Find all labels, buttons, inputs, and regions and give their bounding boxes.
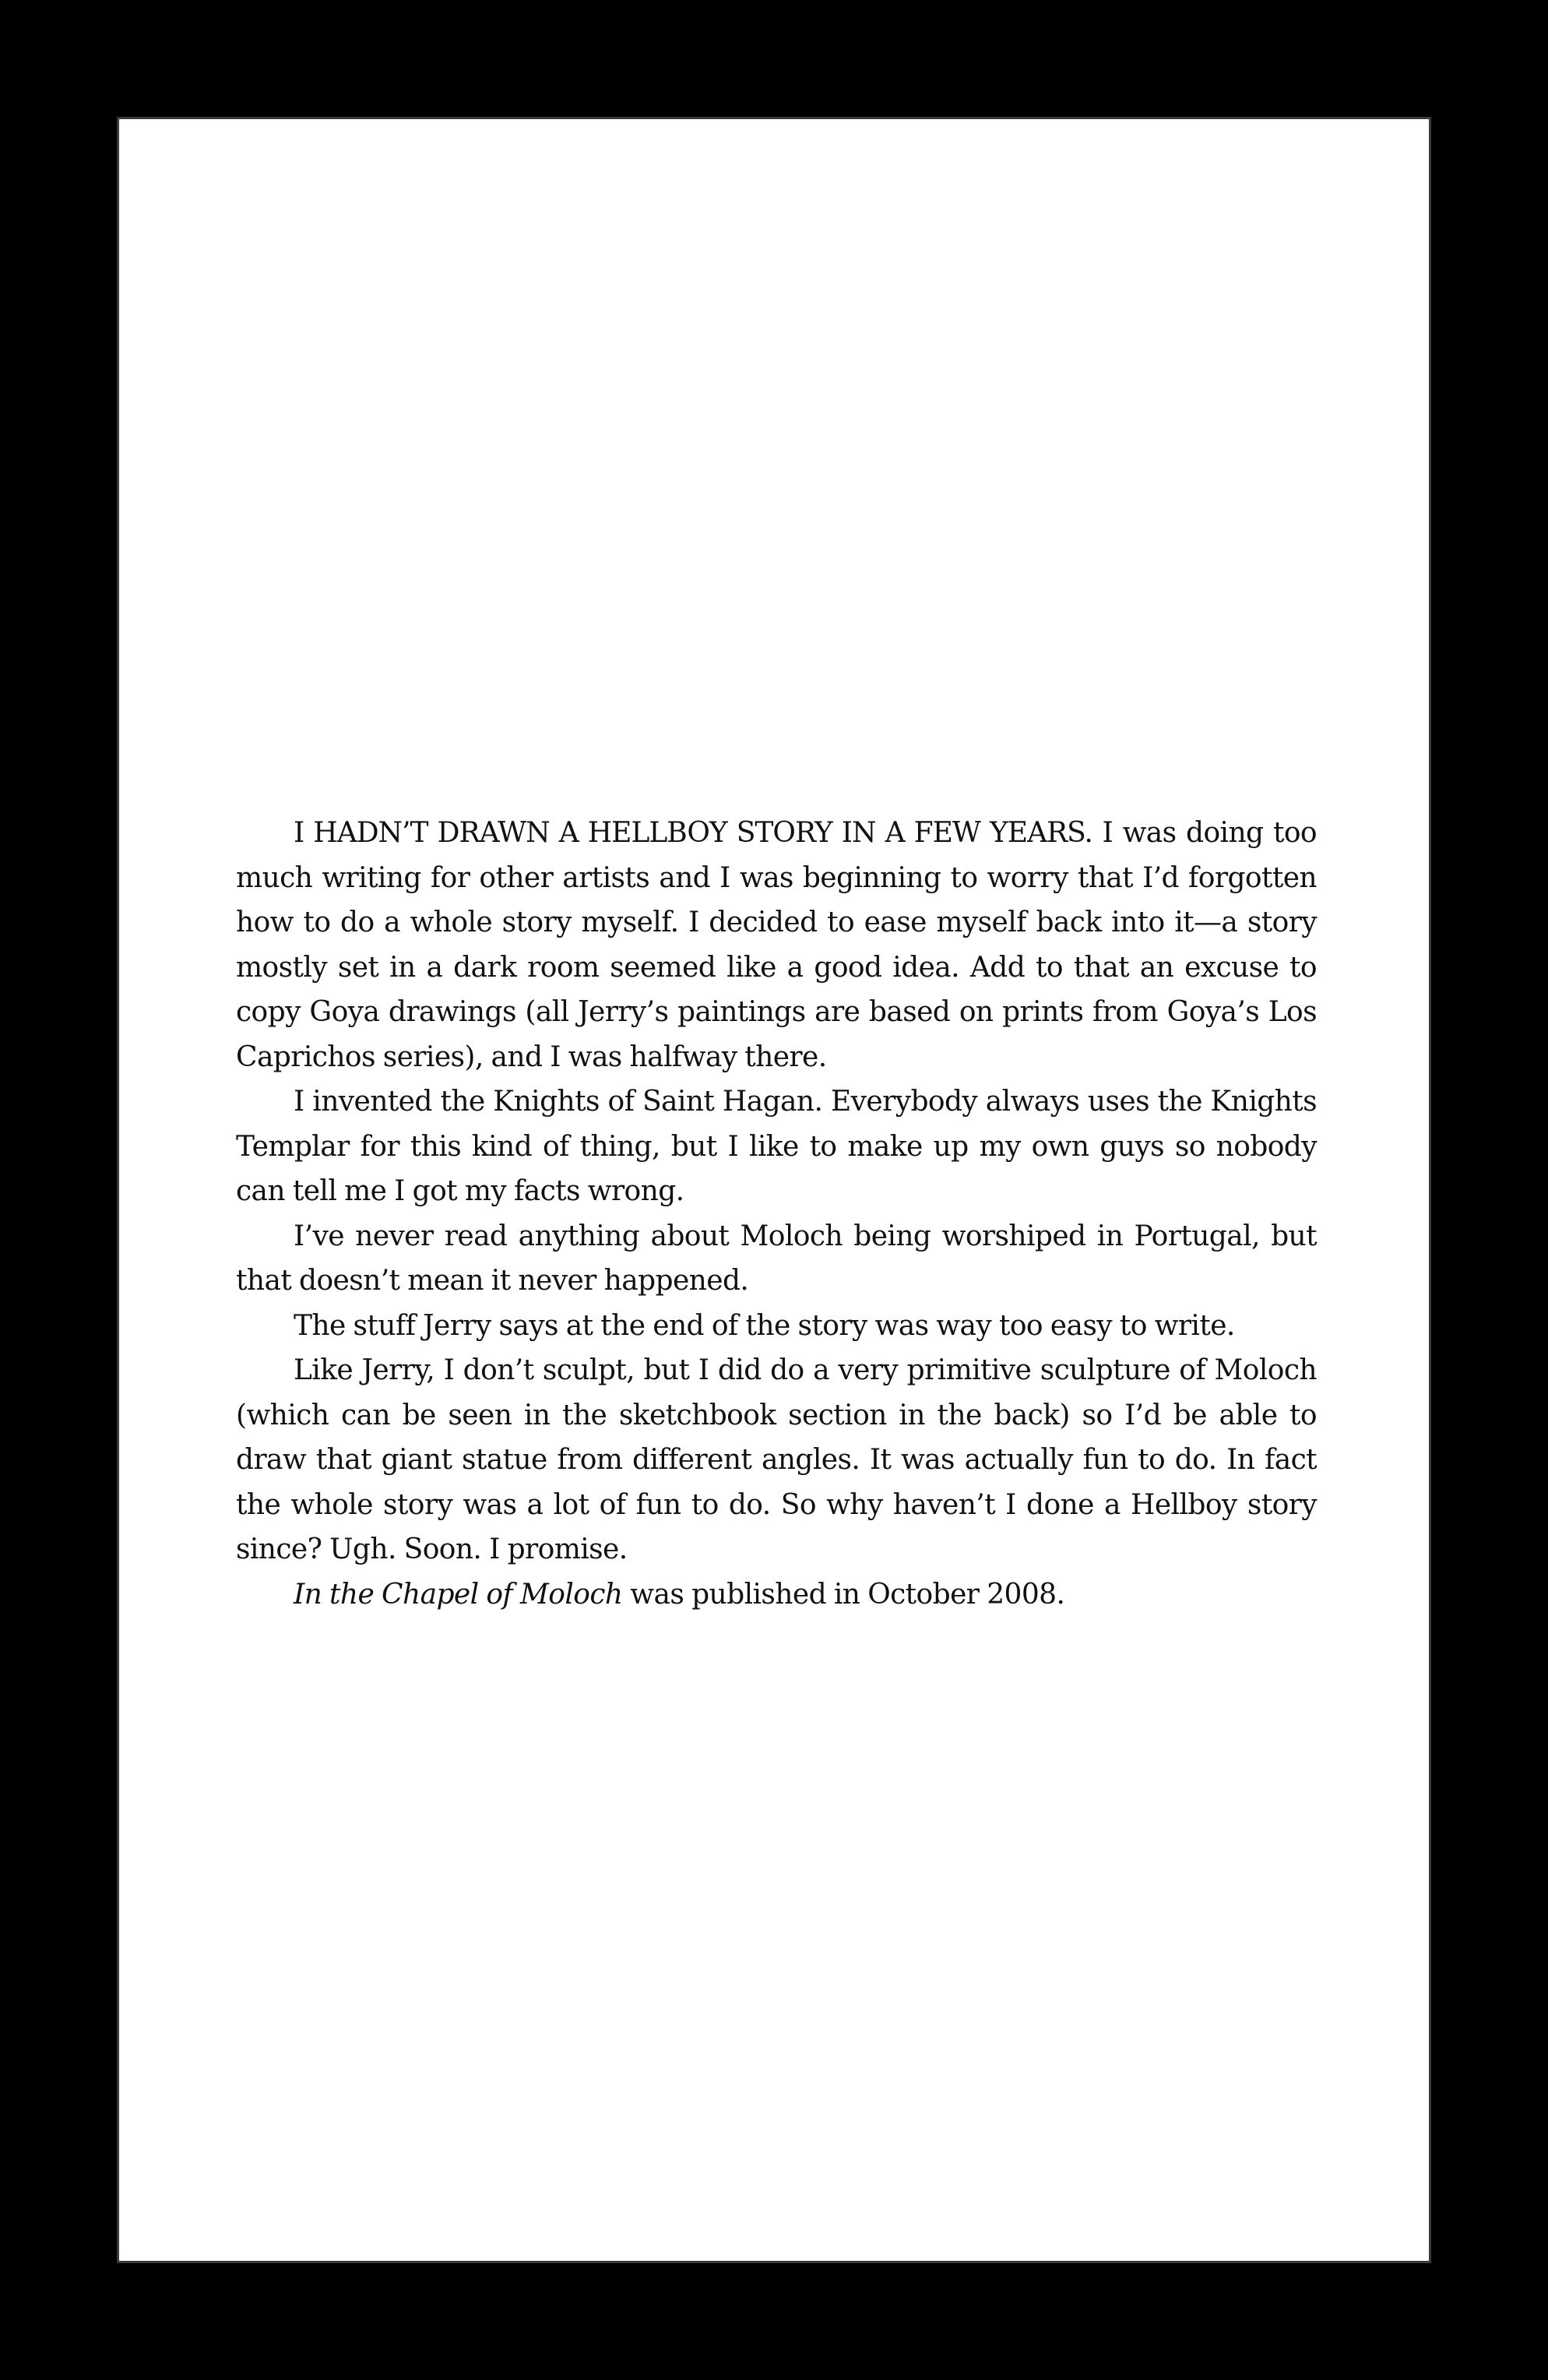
paragraph-1-lead: I HADN’T DRAWN A HELLBOY STORY IN A FEW YEARS. (294, 817, 1092, 849)
paragraph-2: I invented the Knights of Saint Hagan. Everybody always uses the Knights Templar for this kind of thing, but I like to make up my own guys so nobody can tell me I got my facts wrong. (236, 1086, 1317, 1207)
page-sheet (117, 117, 1431, 2263)
book-title: In the Chapel of Moloch (294, 1578, 623, 1611)
afterword-text (236, 811, 1317, 1617)
paragraph-3: I’ve never read anything about Moloch being worshiped in Portugal, but that doesn’t mean it never happened. (236, 1220, 1317, 1297)
paragraph-6 (236, 1572, 1317, 1618)
paragraph-6-rest: was published in October 2008. (622, 1578, 1065, 1611)
paragraph-1 (236, 811, 1317, 1079)
paragraph-4: The stuff Jerry says at the end of the story was way too easy to write. (294, 1309, 1235, 1342)
paragraph-1-body: I was doing too much writing for other artists and I was beginning to worry that I’d forgotten how to do a whole story myself. I decided to ease myself back into it—a story mostly set in a dark room seemed like a good idea. Add to that an excuse to copy Goya drawings (all Jerry’s paintings are based on prints from Goya’s Los Caprichos series), and I was halfway there. (236, 817, 1317, 1073)
paragraph-5: Like Jerry, I don’t sculpt, but I did do a very primitive sculpture of Moloch (which can be seen in the sketchbook section in the back) so I’d be able to draw that giant statue from different angles. It was actually fun to do. In fact the whole story was a lot of fun to do. So why haven’t I done a Hellboy story since? Ugh. Soon. I promise. (236, 1354, 1317, 1565)
